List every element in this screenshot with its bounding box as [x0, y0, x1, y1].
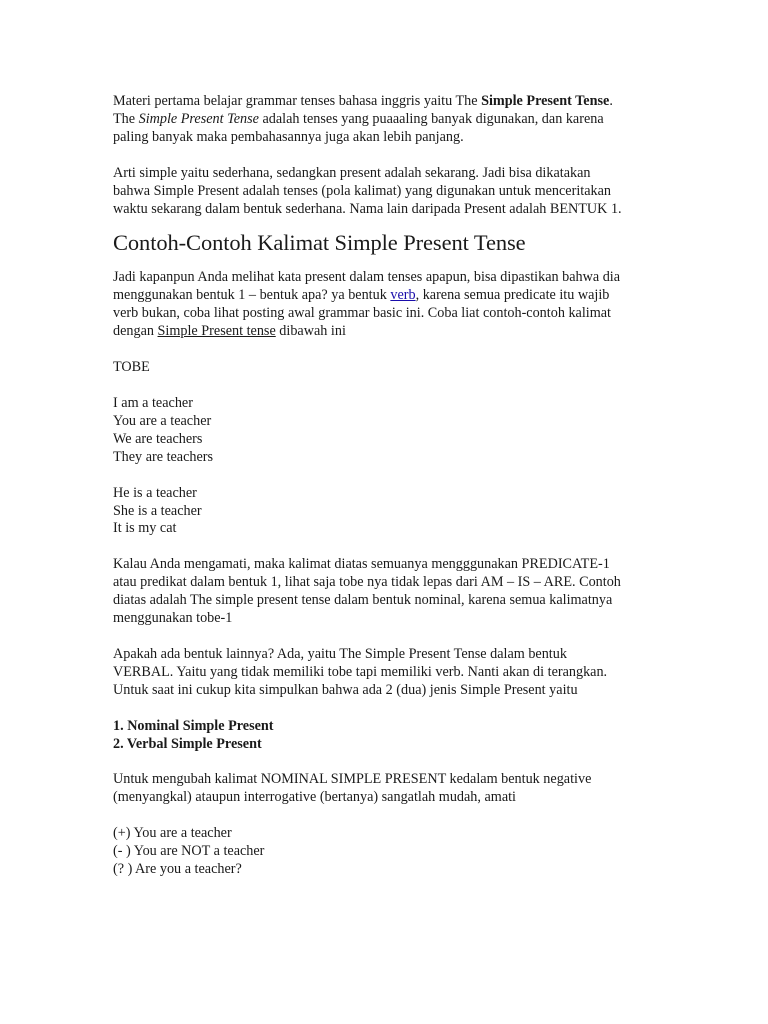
paragraph-line: dengan Simple Present tense dibawah ini — [113, 323, 346, 340]
paragraph-line: VERBAL. Yaitu yang tidak memiliki tobe tapi memiliki verb. Nanti akan di terangkan. — [113, 663, 608, 680]
verbal-paragraph — [113, 646, 653, 700]
interrogative-form: (? ) Are you a teacher? — [113, 861, 242, 878]
intro-line-3: paling banyak maka pembahasannya juga akan lebih panjang. — [113, 128, 464, 145]
paragraph-line: Apakah ada bentuk lainnya? Ada, yaitu The Simple Present Tense dalam bentuk — [113, 645, 567, 662]
positive-form: (+) You are a teacher — [113, 825, 232, 842]
intro-line-1: Materi pertama belajar grammar tenses bahasa inggris yaitu The Simple Present Tense. — [113, 93, 613, 109]
example-sentence: I am a teacher — [113, 394, 193, 411]
paragraph-line: (menyangkal) ataupun interrogative (bertanya) sangatlah mudah, amati — [113, 789, 516, 806]
definition-paragraph — [113, 165, 653, 219]
verb-link[interactable]: verb — [390, 287, 416, 304]
paragraph-line: diatas adalah The simple present tense dalam bentuk nominal, karena semua kalimatnya — [113, 592, 613, 609]
paragraph-line: Untuk mengubah kalimat NOMINAL SIMPLE PRESENT kedalam bentuk negative — [113, 771, 592, 788]
section-heading: Contoh-Contoh Kalimat Simple Present Tense — [113, 230, 526, 256]
example-sentence: It is my cat — [113, 520, 177, 537]
paragraph-line: menggunakan bentuk 1 – bentuk apa? ya bentuk verb, karena semua predicate itu wajib — [113, 287, 610, 304]
intro-italic-term: Simple Present Tense — [138, 110, 259, 127]
example-sentence: They are teachers — [113, 448, 214, 465]
example-sentence: You are a teacher — [113, 412, 212, 429]
explanation-paragraph — [113, 269, 653, 341]
paragraph-line: Jadi kapanpun Anda melihat kata present dalam tenses apapun, bisa dipastikan bahwa dia — [113, 269, 621, 286]
conversion-paragraph — [113, 771, 653, 807]
intro-line-2: The Simple Present Tense adalah tenses yang puaaaling banyak digunakan, dan karena — [113, 110, 604, 127]
intro-bold-term: Simple Present Tense — [481, 93, 610, 109]
paragraph-line: Arti simple yaitu sederhana, sedangkan present adalah sekarang. Jadi bisa dikatakan — [113, 164, 591, 181]
paragraph-line: Kalau Anda mengamati, maka kalimat diatas semuanya mengggunakan PREDICATE-1 — [113, 556, 610, 573]
document-page — [113, 93, 653, 879]
intro-paragraph — [113, 93, 653, 147]
negative-form: (- ) You are NOT a teacher — [113, 843, 265, 860]
example-sentence: He is a teacher — [113, 484, 197, 501]
simple-present-underlined: Simple Present tense — [157, 323, 276, 340]
paragraph-line: menggunakan tobe-1 — [113, 610, 233, 627]
paragraph-line: bahwa Simple Present adalah tenses (pola kalimat) yang digunakan untuk menceritakan — [113, 182, 611, 199]
example-sentence: We are teachers — [113, 430, 203, 447]
tobe-label: TOBE — [113, 359, 150, 376]
list-item: 1. Nominal Simple Present — [113, 717, 274, 734]
list-item: 2. Verbal Simple Present — [113, 735, 262, 752]
examples-plural — [113, 395, 653, 467]
paragraph-line: Untuk saat ini cukup kita simpulkan bahwa ada 2 (dua) jenis Simple Present yaitu — [113, 681, 578, 698]
paragraph-line: verb bukan, coba lihat posting awal grammar basic ini. Coba liat contoh-contoh kalimat — [113, 305, 612, 322]
sentence-forms — [113, 825, 653, 879]
example-sentence: She is a teacher — [113, 502, 202, 519]
observation-paragraph — [113, 556, 653, 628]
examples-singular — [113, 485, 653, 539]
paragraph-line: atau predikat dalam bentuk 1, lihat saja tobe nya tidak lepas dari AM – IS – ARE. Contoh — [113, 574, 621, 591]
paragraph-line: waktu sekarang dalam bentuk sederhana. Nama lain daripada Present adalah BENTUK 1. — [113, 200, 622, 217]
types-list — [113, 718, 653, 754]
